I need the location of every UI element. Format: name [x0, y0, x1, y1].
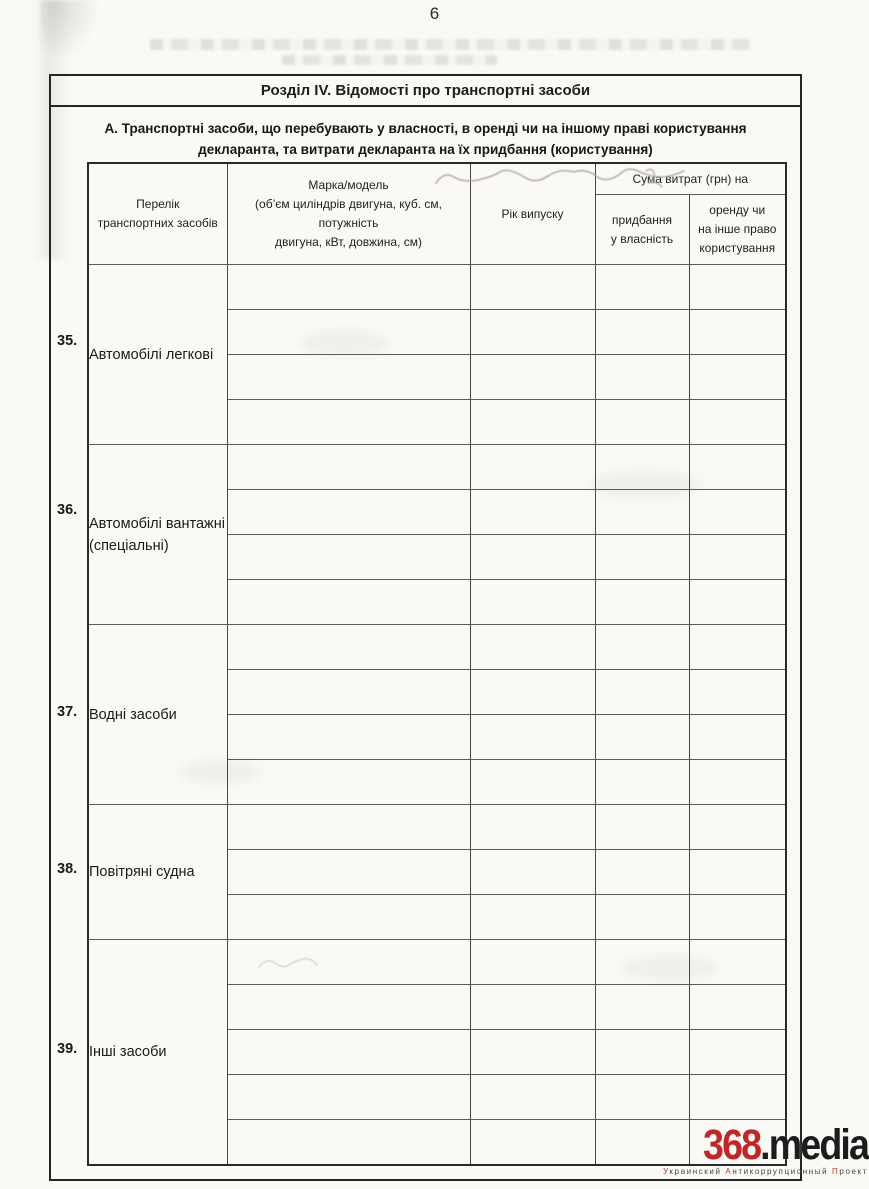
- section-title: Розділ IV. Відомості про транспортні засоби: [51, 76, 800, 107]
- row-number-36: 36.: [57, 502, 78, 518]
- entry-cell: [227, 400, 470, 445]
- entry-cell: [689, 760, 786, 805]
- entry-cell: [227, 715, 470, 760]
- entry-cell: [470, 310, 595, 355]
- entry-cell: [470, 715, 595, 760]
- entry-cell: [227, 445, 470, 490]
- entry-cell: [595, 625, 689, 670]
- entry-cell: [595, 940, 689, 985]
- watermark-tagline: Украинский Антикоррупционный Проект: [663, 1167, 868, 1176]
- watermark-368: 368: [703, 1121, 761, 1169]
- entry-cell: [470, 355, 595, 400]
- entry-cell: [227, 535, 470, 580]
- row-number-39: 39.: [57, 1041, 78, 1057]
- entry-cell: [595, 355, 689, 400]
- entry-cell: [470, 490, 595, 535]
- entry-cell: [595, 1030, 689, 1075]
- entry-cell: [227, 580, 470, 625]
- entry-cell: [470, 535, 595, 580]
- entry-cell: [227, 625, 470, 670]
- group-label-cars: Автомобілі легкові: [88, 265, 227, 445]
- entry-cell: [689, 580, 786, 625]
- entry-cell: [227, 670, 470, 715]
- group-label-other: Інші засоби: [88, 940, 227, 1165]
- entry-row: [88, 265, 786, 310]
- entry-cell: [689, 490, 786, 535]
- row-number-37: 37.: [57, 704, 78, 720]
- entry-cell: [227, 1030, 470, 1075]
- entry-cell: [470, 625, 595, 670]
- entry-cell: [470, 940, 595, 985]
- entry-cell: [689, 895, 786, 940]
- entry-cell: [470, 805, 595, 850]
- entry-cell: [689, 445, 786, 490]
- group-label-water: Водні засоби: [88, 625, 227, 805]
- group-label-trucks: Автомобілі вантажні (спеціальні): [88, 445, 227, 625]
- header-rent: оренду чи на інше право користування: [689, 195, 786, 265]
- entry-cell: [689, 265, 786, 310]
- entry-cell: [470, 895, 595, 940]
- header-make-model: Марка/модель (об’єм циліндрів двигуна, куб. см, потужність двигуна, кВт, довжина, см): [227, 163, 470, 265]
- entry-cell: [595, 670, 689, 715]
- handwriting-artifact: [432, 163, 690, 193]
- entry-cell: [227, 985, 470, 1030]
- entry-cell: [595, 805, 689, 850]
- entry-cell: [227, 310, 470, 355]
- bleed-through-artifact: [150, 39, 750, 50]
- entry-cell: [595, 1075, 689, 1120]
- entry-cell: [689, 850, 786, 895]
- entry-row: [88, 805, 786, 850]
- row-number-38: 38.: [57, 861, 78, 877]
- entry-cell: [689, 985, 786, 1030]
- entry-cell: [689, 805, 786, 850]
- entry-cell: [689, 625, 786, 670]
- entry-cell: [689, 670, 786, 715]
- entry-cell: [595, 715, 689, 760]
- entry-cell: [595, 490, 689, 535]
- entry-cell: [227, 355, 470, 400]
- section-subtitle: [79, 118, 772, 160]
- row-number-35: 35.: [57, 333, 78, 349]
- entry-cell: [689, 1075, 786, 1120]
- entry-cell: [595, 445, 689, 490]
- entry-row: [88, 940, 786, 985]
- entry-cell: [595, 985, 689, 1030]
- entry-cell: [470, 850, 595, 895]
- bleed-through-artifact: [282, 55, 497, 65]
- entry-cell: [227, 805, 470, 850]
- entry-cell: [689, 940, 786, 985]
- entry-cell: [470, 1120, 595, 1165]
- entry-cell: [470, 760, 595, 805]
- entry-cell: [227, 895, 470, 940]
- entry-cell: [470, 1030, 595, 1075]
- entry-cell: [689, 715, 786, 760]
- entry-cell: [227, 760, 470, 805]
- entry-cell: [595, 850, 689, 895]
- entry-cell: [595, 580, 689, 625]
- entry-cell: [227, 265, 470, 310]
- page-number: 6: [429, 4, 440, 23]
- entry-cell: [595, 760, 689, 805]
- entry-cell: [689, 310, 786, 355]
- group-label-aircraft: Повітряні судна: [88, 805, 227, 940]
- entry-cell: [470, 265, 595, 310]
- entry-cell: [227, 1075, 470, 1120]
- header-vehicle-list: Перелік транспортних засобів: [88, 163, 227, 265]
- entry-cell: [227, 490, 470, 535]
- watermark-logo: [650, 1123, 868, 1168]
- subtitle-letter: А.: [104, 121, 119, 136]
- vehicles-table: [87, 162, 787, 1166]
- watermark-media: .media: [760, 1121, 868, 1169]
- entry-row: [88, 625, 786, 670]
- entry-cell: [595, 895, 689, 940]
- handwriting-artifact: [256, 953, 320, 973]
- entry-cell: [227, 1120, 470, 1165]
- entry-cell: [689, 400, 786, 445]
- entry-cell: [470, 400, 595, 445]
- entry-cell: [689, 535, 786, 580]
- entry-cell: [595, 535, 689, 580]
- entry-cell: [470, 985, 595, 1030]
- entry-cell: [470, 670, 595, 715]
- entry-cell: [689, 355, 786, 400]
- entry-row: [88, 445, 786, 490]
- subtitle-text: Транспортні засоби, що перебувають у власності, в оренді чи на іншому праві користування декларанта, та витрати декларанта на їх придбання (користування): [118, 121, 747, 157]
- entry-cell: [470, 445, 595, 490]
- header-year: Рік випуску: [470, 163, 595, 265]
- entry-cell: [595, 265, 689, 310]
- entry-cell: [470, 1075, 595, 1120]
- entry-cell: [470, 580, 595, 625]
- entry-cell: [595, 310, 689, 355]
- header-purchase: придбання у власність: [595, 195, 689, 265]
- entry-cell: [595, 400, 689, 445]
- entry-cell: [689, 1030, 786, 1075]
- header-expenses: Сума витрат (грн) на: [595, 163, 786, 195]
- entry-cell: [227, 850, 470, 895]
- watermark: [636, 1121, 868, 1176]
